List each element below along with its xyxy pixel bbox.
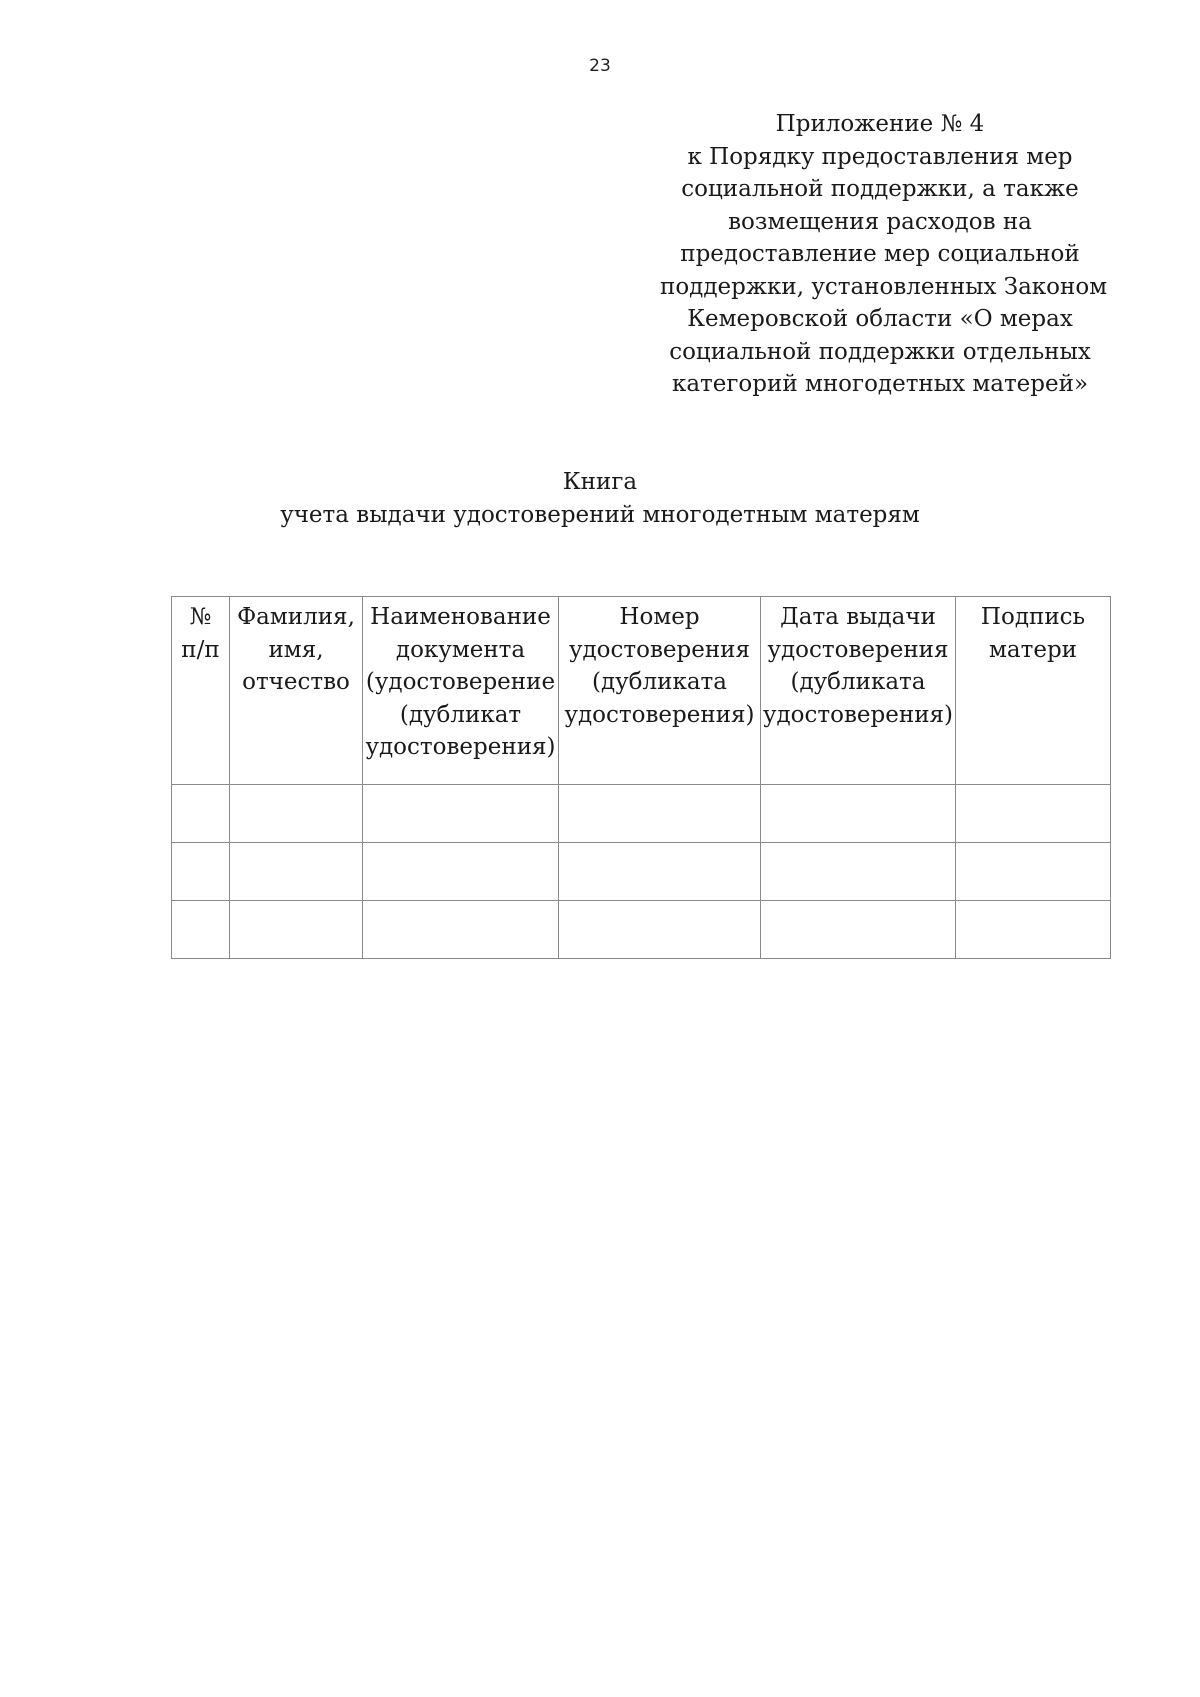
appendix-line: возмещения расходов на [728,208,1032,235]
header-line: (дубликат [399,701,522,728]
header-number [172,597,230,785]
registry-table [171,596,1111,959]
table-cell [956,785,1111,843]
header-line: удостоверения [568,636,751,663]
table-header-row [172,597,1111,785]
table-row [172,785,1111,843]
header-line: Фамилия, [237,604,355,630]
registry-table-wrapper [171,596,1111,959]
appendix-line: социальной поддержки, а также [681,176,1079,202]
header-line: № [189,604,212,630]
table-cell [172,843,230,901]
table-cell [559,785,761,843]
document-subtitle: учета выдачи удостоверений многодетным матерям [280,502,920,528]
document-title-block [0,466,1200,532]
header-line: Дата выдачи [780,604,936,630]
appendix-line: категорий многодетных матерей» [671,371,1089,397]
table-cell [761,785,956,843]
appendix-line: к Порядку предоставления мер [687,143,1073,170]
table-cell [761,901,956,959]
appendix-line: социальной поддержки отдельных [669,338,1091,365]
page-number: 23 [589,56,611,76]
appendix-line: предоставление мер социальной [680,241,1080,267]
table-cell [363,843,559,901]
table-cell [956,843,1111,901]
header-line: удостоверения [767,636,949,663]
header-line: матери [989,636,1077,663]
appendix-line: поддержки, установленных Законом [660,273,1108,300]
header-line: имя, [268,636,324,663]
table-row [172,843,1111,901]
appendix-line: Приложение № 4 [775,111,985,137]
table-cell [172,785,230,843]
table-row [172,901,1111,959]
header-mother-signature [956,597,1111,785]
header-line: Подпись [980,604,1086,630]
table-cell [559,843,761,901]
header-line: (дубликата [592,669,727,695]
table-cell [172,901,230,959]
appendix-block [660,108,1108,401]
header-line: удостоверения) [365,734,556,760]
table-cell [559,901,761,959]
header-line: удостоверения) [762,701,954,728]
header-line: Номер [619,604,700,630]
header-line: (дубликата [790,669,926,695]
table-cell [956,901,1111,959]
table-cell [761,843,956,901]
header-document-name [363,597,559,785]
header-line: п/п [181,636,220,663]
appendix-line: Кемеровской области «О мерах [687,306,1073,332]
header-line: (удостоверение [365,669,556,695]
header-line: документа [395,636,526,663]
header-full-name [230,597,363,785]
table-cell [363,785,559,843]
header-issue-date [761,597,956,785]
table-cell [230,843,363,901]
document-title: Книга [562,469,638,495]
table-cell [230,785,363,843]
header-certificate-number [559,597,761,785]
header-line: отчество [242,669,350,695]
header-line: Наименование [370,604,551,630]
table-cell [363,901,559,959]
table-cell [230,901,363,959]
header-line: удостоверения) [564,701,755,728]
